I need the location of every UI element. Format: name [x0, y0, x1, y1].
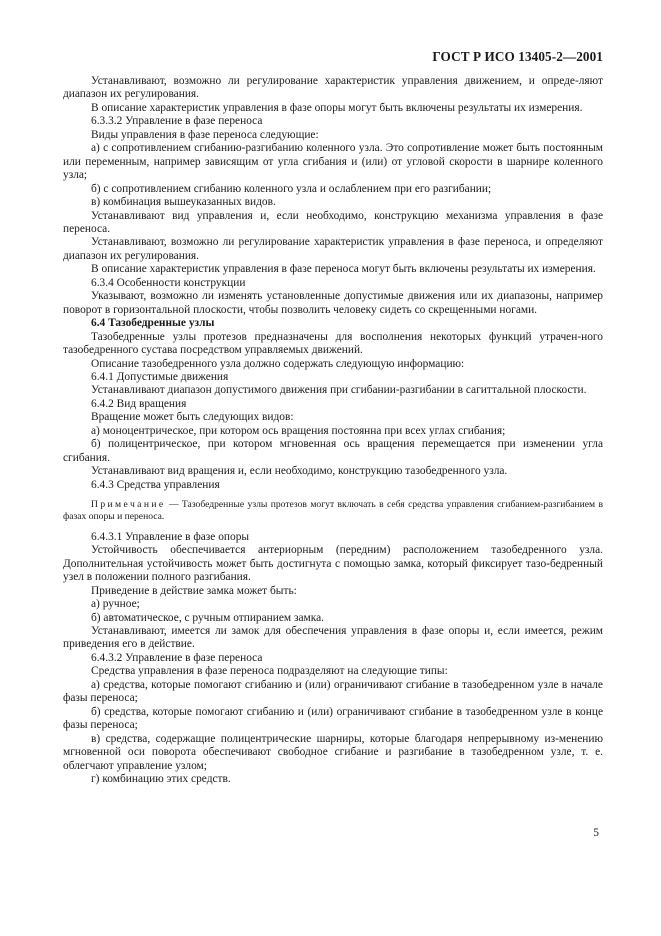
section-heading: 6.4.3.1 Управление в фазе опоры [91, 530, 250, 543]
body-paragraph: а) моноцентрическое, при котором ось вращения постоянна при всех углах сгибания; [91, 424, 506, 437]
document-body [63, 75, 603, 786]
body-paragraph: в) комбинация вышеуказанных видов. [91, 196, 276, 209]
body-paragraph: В описание характеристик управления в фазе опоры могут быть включены результаты их измерения. [91, 101, 583, 114]
body-paragraph: Устанавливают, возможно ли регулирование характеристик управления движением, и опреде-ляют диапазон их регулирования. [63, 75, 603, 101]
body-paragraph: Тазобедренные узлы протезов предназначены для восполнения некоторых функций утрачен-ного тазобедренного сустава посредством управляемых движений. [63, 330, 603, 357]
body-paragraph: Описание тазобедренного узла должно содержать следующую информацию: [91, 357, 465, 370]
note-text: — Тазобедренные узлы протезов могут включать в себя средства управления сгибанием-разгибанием в фазах опоры и переноса. [63, 499, 603, 523]
body-paragraph: а) ручное; [91, 598, 140, 611]
body-paragraph: Устанавливают вид вращения и, если необходимо, конструкцию тазобедренного узла. [91, 465, 508, 478]
section-heading: 6.4.3.2 Управление в фазе переноса [91, 651, 263, 664]
body-paragraph: Виды управления в фазе переноса следующие: [91, 128, 319, 141]
body-paragraph: Приведение в действие замка может быть: [91, 584, 297, 597]
document-header: ГОСТ Р ИСО 13405-2—2001 [432, 49, 603, 64]
body-paragraph: Устанавливают вид управления и, если необходимо, конструкцию механизма управления в фазе переноса. [63, 209, 603, 235]
body-paragraph: г) комбинацию этих средств. [91, 773, 231, 786]
body-paragraph: а) с сопротивлением сгибанию-разгибанию коленного узла. Это сопротивление может быть постоянным или переменным, например зависящим от угла сгибания и (или) от угловой скорости в шарнире коленного узла; [63, 142, 603, 182]
body-paragraph: В описание характеристик управления в фазе переноса могут быть включены результаты их измерения. [91, 263, 596, 276]
section-heading: 6.3.4 Особенности конструкции [91, 276, 246, 289]
body-paragraph: б) автоматическое, с ручным отпиранием замка. [91, 611, 324, 624]
body-paragraph: Вращение может быть следующих видов: [91, 411, 294, 424]
body-paragraph: б) полицентрическое, при котором мгновенная ось вращения перемещается при изменении угла сгибания. [63, 438, 603, 464]
body-paragraph: а) средства, которые помогают сгибанию и (или) ограничивают сгибание в тазобедренном узле в начале фазы переноса; [63, 678, 603, 705]
body-paragraph: Средства управления в фазе переноса подразделяют на следующие типы: [91, 665, 448, 678]
body-paragraph: Устанавливают диапазон допустимого движения при сгибании-разгибании в сагиттальной плоскости. [91, 384, 587, 397]
section-heading: 6.3.3.2 Управление в фазе переноса [91, 115, 263, 128]
body-paragraph: в) средства, содержащие полицентрические шарниры, которые благодаря непрерывному из-менению мгновенной оси поворота обеспечивают свободное сгибание и разгибание в тазобедренном узле, т. е. облегчают управление узлом; [63, 732, 603, 772]
page-number: 5 [593, 827, 599, 839]
section-heading: 6.4.1 Допустимые движения [91, 370, 229, 383]
section-heading: 6.4.3 Средства управления [91, 478, 220, 491]
body-paragraph: б) с сопротивлением сгибанию коленного узла и ослаблением при его разгибании; [91, 182, 492, 195]
body-paragraph: Устанавливают, имеется ли замок для обеспечения управления в фазе опоры и, если имеется, режим приведения его в действие. [63, 625, 603, 651]
body-paragraph: Указывают, возможно ли изменять установленные допустимые движения или их диапазоны, например поворот в горизонтальной плоскости, чтобы позволить человеку сидеть со скрещенными ногами. [63, 290, 603, 316]
body-paragraph: Устанавливают, возможно ли регулирование характеристик управления в фазе переноса, и определяют диапазон их регулирования. [63, 236, 603, 262]
note-label: Примечание [91, 499, 166, 511]
section-heading: 6.4.2 Вид вращения [91, 397, 187, 410]
body-paragraph: б) средства, которые помогают сгибанию и (или) ограничивают сгибание в тазобедренном узле в конце фазы переноса; [63, 705, 603, 732]
section-heading: 6.4 Тазобедренные узлы [91, 317, 215, 330]
note-paragraph [63, 499, 603, 524]
body-paragraph: Устойчивость обеспечивается антериорным (передним) расположением тазобедренного узла. Дополнительная устойчивость может быть достигнута с помощью замка, который фиксирует тазо-бедренный узел в положении полного разгибания. [63, 544, 603, 584]
